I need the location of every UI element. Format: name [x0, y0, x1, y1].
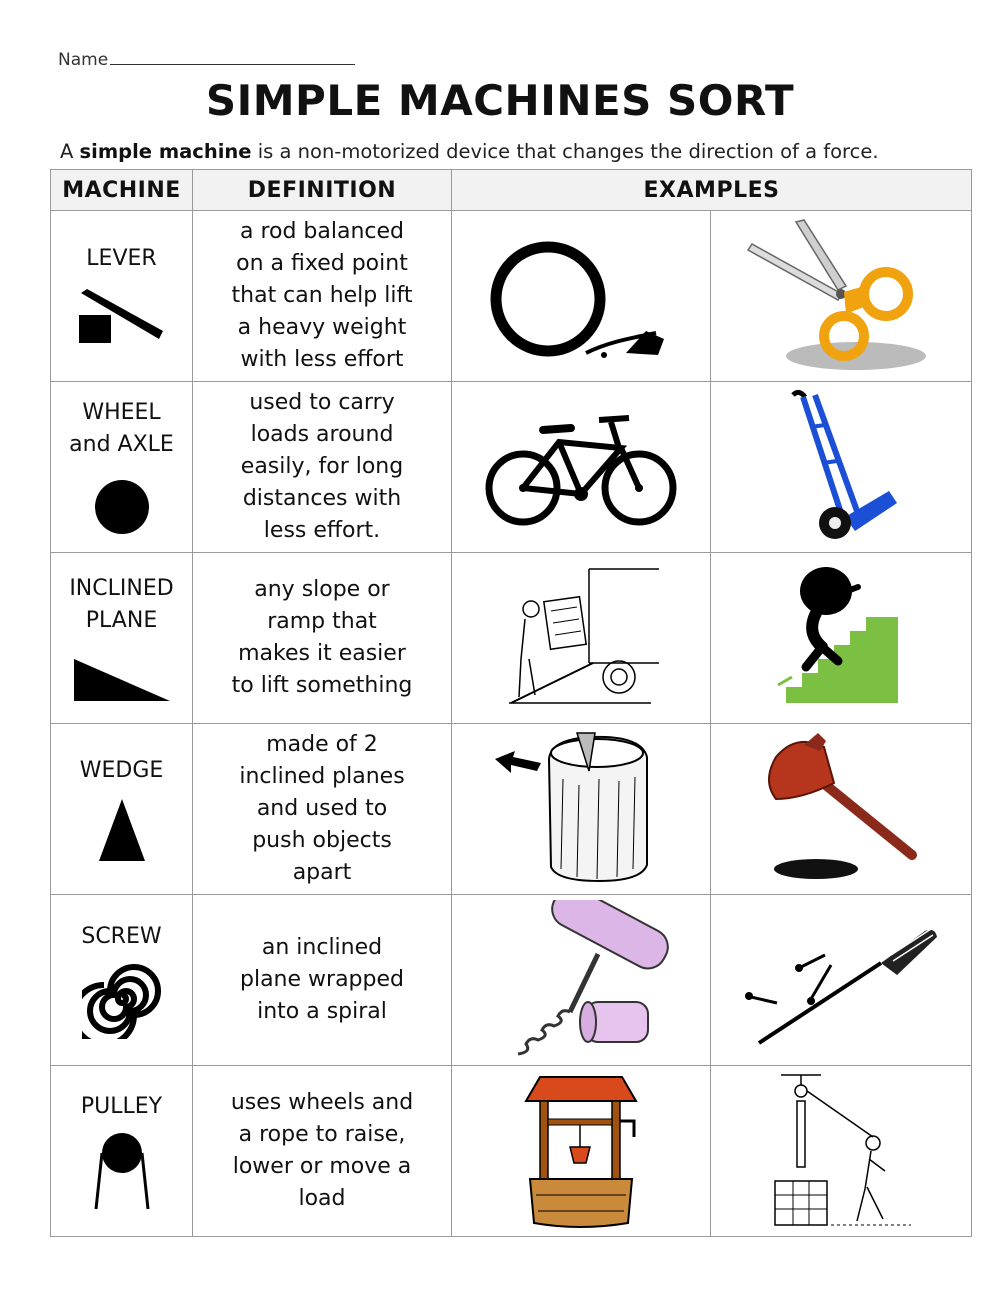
definition-cell	[193, 724, 452, 895]
truck-ramp-image	[501, 563, 661, 713]
example-cell	[452, 211, 711, 382]
scissors-image	[746, 216, 936, 376]
example-cell	[711, 895, 972, 1066]
definition-line: less effort.	[263, 518, 381, 543]
definition-text	[193, 729, 451, 889]
definition-line: load	[298, 1186, 346, 1211]
definition-line: apart	[292, 860, 352, 885]
definition-line: on a fixed point	[236, 251, 408, 276]
definition-cell	[193, 553, 452, 724]
definition-text	[193, 387, 451, 547]
screwdriver-image	[741, 905, 941, 1055]
example-cell	[452, 724, 711, 895]
example-cell	[452, 553, 711, 724]
name-label: Name	[58, 50, 109, 70]
table-row	[51, 382, 972, 553]
corkscrew-image	[486, 900, 676, 1060]
definition-text	[193, 574, 451, 702]
spiral-icon	[82, 959, 162, 1039]
example-cell	[452, 895, 711, 1066]
definition-line: an inclined	[261, 935, 383, 960]
definition-line: with less effort	[240, 347, 404, 372]
definition-line: that can help lift	[231, 283, 413, 308]
definition-text	[193, 932, 451, 1028]
stairs-image	[776, 563, 906, 713]
machine-name: PULLEY	[80, 1094, 163, 1119]
definition-line: made of 2	[266, 732, 378, 757]
example-cell	[711, 553, 972, 724]
header-examples: EXAMPLES	[452, 170, 972, 211]
machine-cell	[51, 1066, 193, 1237]
machine-cell	[51, 382, 193, 553]
definition-line: lower or move a	[232, 1154, 412, 1179]
definition-line: loads around	[250, 422, 394, 447]
definition-line: inclined planes	[239, 764, 405, 789]
definition-text	[193, 216, 451, 376]
header-row	[51, 170, 972, 211]
machine-cell	[51, 211, 193, 382]
wedge-icon	[97, 797, 147, 863]
example-cell	[711, 211, 972, 382]
example-cell	[452, 1066, 711, 1237]
definition-cell	[193, 211, 452, 382]
definition-line: any slope or	[254, 577, 390, 602]
definition-line: into a spiral	[257, 999, 387, 1024]
name-blank-line[interactable]	[110, 48, 355, 65]
machine-name: SCREW	[81, 924, 162, 949]
name-field[interactable]	[58, 48, 355, 70]
table-row	[51, 553, 972, 724]
table-row	[51, 1066, 972, 1237]
machine-name	[51, 397, 192, 461]
subtitle-bold-term: simple machine	[79, 140, 252, 163]
definition-line: ramp that	[267, 609, 377, 634]
definition-line: and used to	[256, 796, 388, 821]
subtitle-prefix: A	[60, 140, 80, 163]
definition-line: uses wheels and	[230, 1090, 414, 1115]
definition-line: distances with	[242, 486, 402, 511]
wishing-well-image	[516, 1071, 646, 1231]
machines-table	[50, 169, 972, 1237]
machine-cell	[51, 553, 193, 724]
machine-name: WEDGE	[79, 758, 164, 783]
definition-line: a heavy weight	[237, 315, 407, 340]
definition-line: push objects	[252, 828, 392, 853]
example-cell	[711, 382, 972, 553]
definition-line: plane wrapped	[240, 967, 404, 992]
machine-cell	[51, 724, 193, 895]
hand-truck-image	[771, 387, 911, 547]
definition-line: used to carry	[249, 390, 395, 415]
definition-cell	[193, 895, 452, 1066]
example-cell	[711, 724, 972, 895]
bicycle-image	[481, 402, 681, 532]
machine-name: LEVER	[86, 246, 157, 271]
log-splitter-image	[491, 729, 671, 889]
table-row	[51, 211, 972, 382]
page-title: SIMPLE MACHINES SORT	[205, 76, 795, 125]
definition-line: to lift something	[231, 673, 413, 698]
header-machine: MACHINE	[51, 170, 193, 211]
example-cell	[452, 382, 711, 553]
definition-cell	[193, 1066, 452, 1237]
header-definition: DEFINITION	[193, 170, 452, 211]
pulley-icon	[82, 1131, 162, 1211]
definition-line: a rope to raise,	[238, 1122, 406, 1147]
subtitle	[60, 140, 879, 163]
inclined-plane-icon	[72, 657, 172, 703]
machine-name-line: WHEEL	[82, 400, 161, 425]
machine-name-line: and AXLE	[69, 432, 174, 457]
pulley-lift-image	[761, 1071, 921, 1231]
machine-name-line: PLANE	[85, 608, 158, 633]
definition-line: makes it easier	[238, 641, 406, 666]
table-row	[51, 724, 972, 895]
lever-icon	[77, 289, 167, 349]
table-row	[51, 895, 972, 1066]
subtitle-rest: is a non-motorized device that changes the direction of a force.	[251, 140, 879, 163]
definition-cell	[193, 382, 452, 553]
definition-text	[193, 1087, 451, 1215]
axe-image	[746, 729, 936, 889]
machine-name	[51, 573, 192, 637]
machine-cell	[51, 895, 193, 1066]
machine-name-line: INCLINED	[69, 576, 174, 601]
can-opener-image	[486, 231, 676, 361]
definition-line: a rod balanced	[239, 219, 405, 244]
definition-line: easily, for long	[240, 454, 404, 479]
example-cell	[711, 1066, 972, 1237]
wheel-icon	[92, 477, 152, 537]
